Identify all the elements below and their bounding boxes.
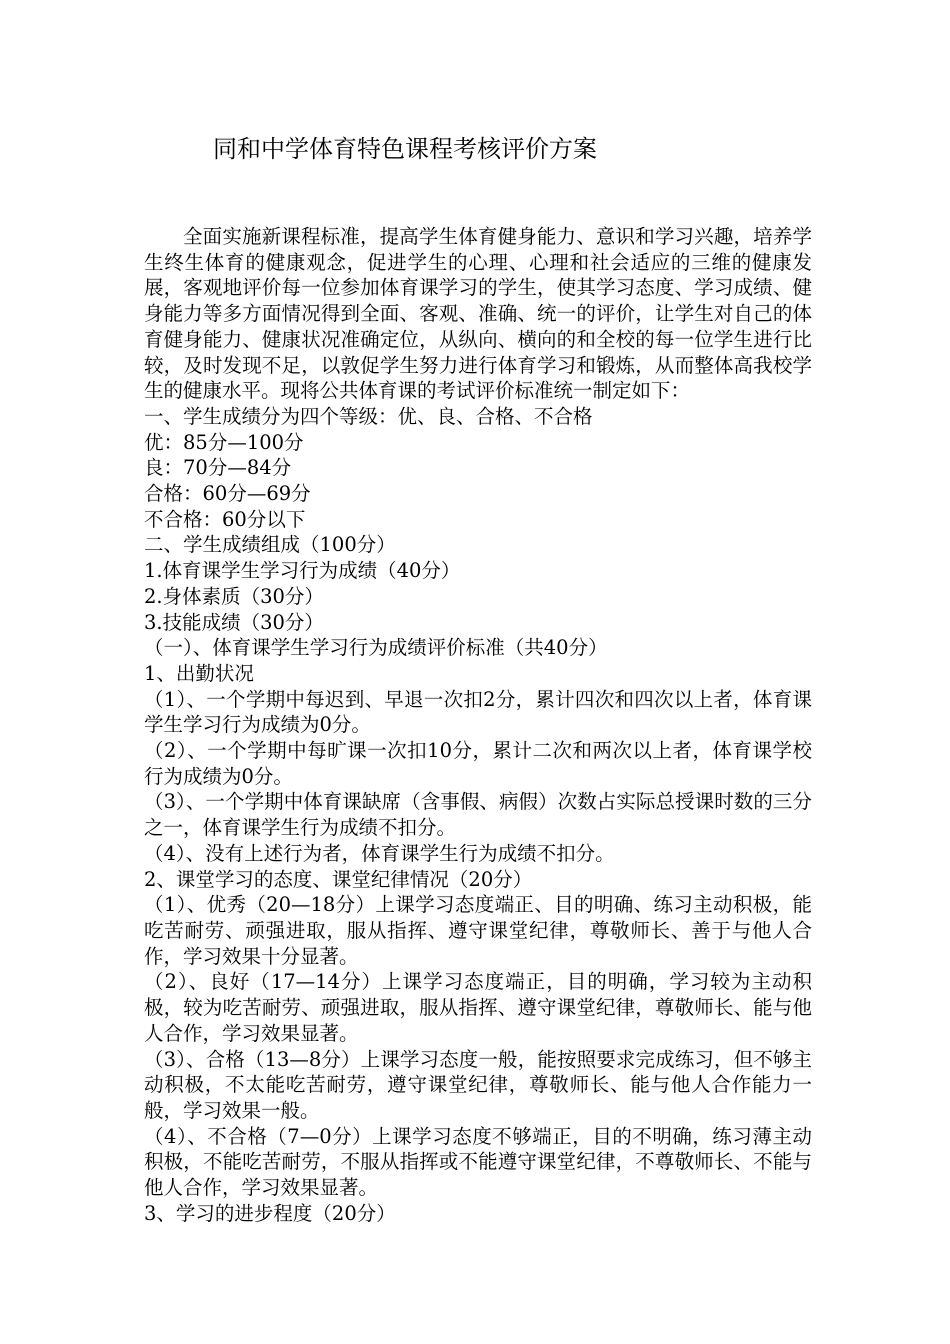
attendance-heading: 1、出勤状况	[144, 661, 254, 685]
behavior-standard-heading: （一）、体育课学生学习行为成绩评价标准（共40分）	[144, 636, 608, 660]
score-item-skill: 3.技能成绩（30分）	[144, 610, 324, 634]
attitude-item-4: （4）、不合格（7—0分）上课学习态度不够端正，目的不明确，练习薄主动积极，不能吃苦耐劳，不服从指挥或不能遵守课堂纪律，不尊敬师长、不能与他人合作，学习效果显著。	[144, 1124, 812, 1200]
attendance-item-1: （1）、一个学期中每迟到、早退一次扣2分，累计四次和四次以上者，体育课学生学习行为成绩为0分。	[144, 687, 812, 737]
grade-good: 良：70分—84分	[144, 456, 292, 480]
intro-paragraph: 全面实施新课程标准，提高学生体育健身能力、意识和学习兴趣，培养学生终生体育的健康观念，促进学生的心理、心理和社会适应的三维的健康发展，客观地评价每一位参加体育课学习的学生，使其学习态度、学习成绩、健身能力等多方面情况得到全面、客观、准确、统一的评价，让学生对自己的体育健身能力、健康状况准确定位，从纵向、横向的和全校的每一位学生进行比较，及时发现不足，以敦促学生努力进行体育学习和锻炼，从而整体高我校学生的健康水平。现将公共体育课的考试评价标准统一制定如下：	[144, 225, 812, 403]
attitude-item-1: （1）、优秀（20—18分）上课学习态度端正、目的明确、练习主动积极，能吃苦耐劳、顽强进取，服从指挥、遵守课堂纪律，尊敬师长、善于与他人合作，学习效果十分显著。	[144, 893, 812, 968]
attitude-heading: 2、课堂学习的态度、课堂纪律情况（20分）	[144, 867, 533, 891]
document-body	[144, 224, 812, 1226]
progress-heading: 3、学习的进步程度（20分）	[144, 1201, 396, 1225]
attendance-item-3: （3）、一个学期中体育课缺席（含事假、病假）次数占实际总授课时数的三分之一，体育课学生行为成绩不扣分。	[144, 790, 812, 840]
grade-fail: 不合格：60分以下	[144, 507, 306, 531]
attitude-item-3: （3）、合格（13—8分）上课学习态度一般，能按照要求完成练习，但不够主动积极，不太能吃苦耐劳，遵守课堂纪律，尊敬师长、能与他人合作能力一般，学习效果一般。	[144, 1047, 812, 1122]
score-composition-heading: 二、学生成绩组成（100分）	[144, 533, 396, 557]
score-item-physical: 2.身体素质（30分）	[144, 584, 324, 608]
score-item-behavior: 1.体育课学生学习行为成绩（40分）	[144, 559, 461, 583]
attendance-item-2: （2）、一个学期中每旷课一次扣10分，累计二次和两次以上者，体育课学校行为成绩为0分。	[144, 739, 812, 788]
attitude-item-2: （2）、良好（17—14分）上课学习态度端正，目的明确，学习较为主动积极，较为吃苦耐劳、顽强进取，服从指挥、遵守课堂纪律，尊敬师长、能与他人合作，学习效果显著。	[144, 970, 812, 1045]
attendance-item-4: （4）、没有上述行为者，体育课学生行为成绩不扣分。	[144, 841, 615, 865]
grade-pass: 合格：60分—69分	[144, 482, 311, 506]
grade-levels-heading: 一、学生成绩分为四个等级：优、良、合格、不合格	[144, 404, 593, 428]
document-title: 同和中学体育特色课程考核评价方案	[213, 135, 597, 163]
grade-excellent: 优：85分—100分	[144, 430, 304, 454]
